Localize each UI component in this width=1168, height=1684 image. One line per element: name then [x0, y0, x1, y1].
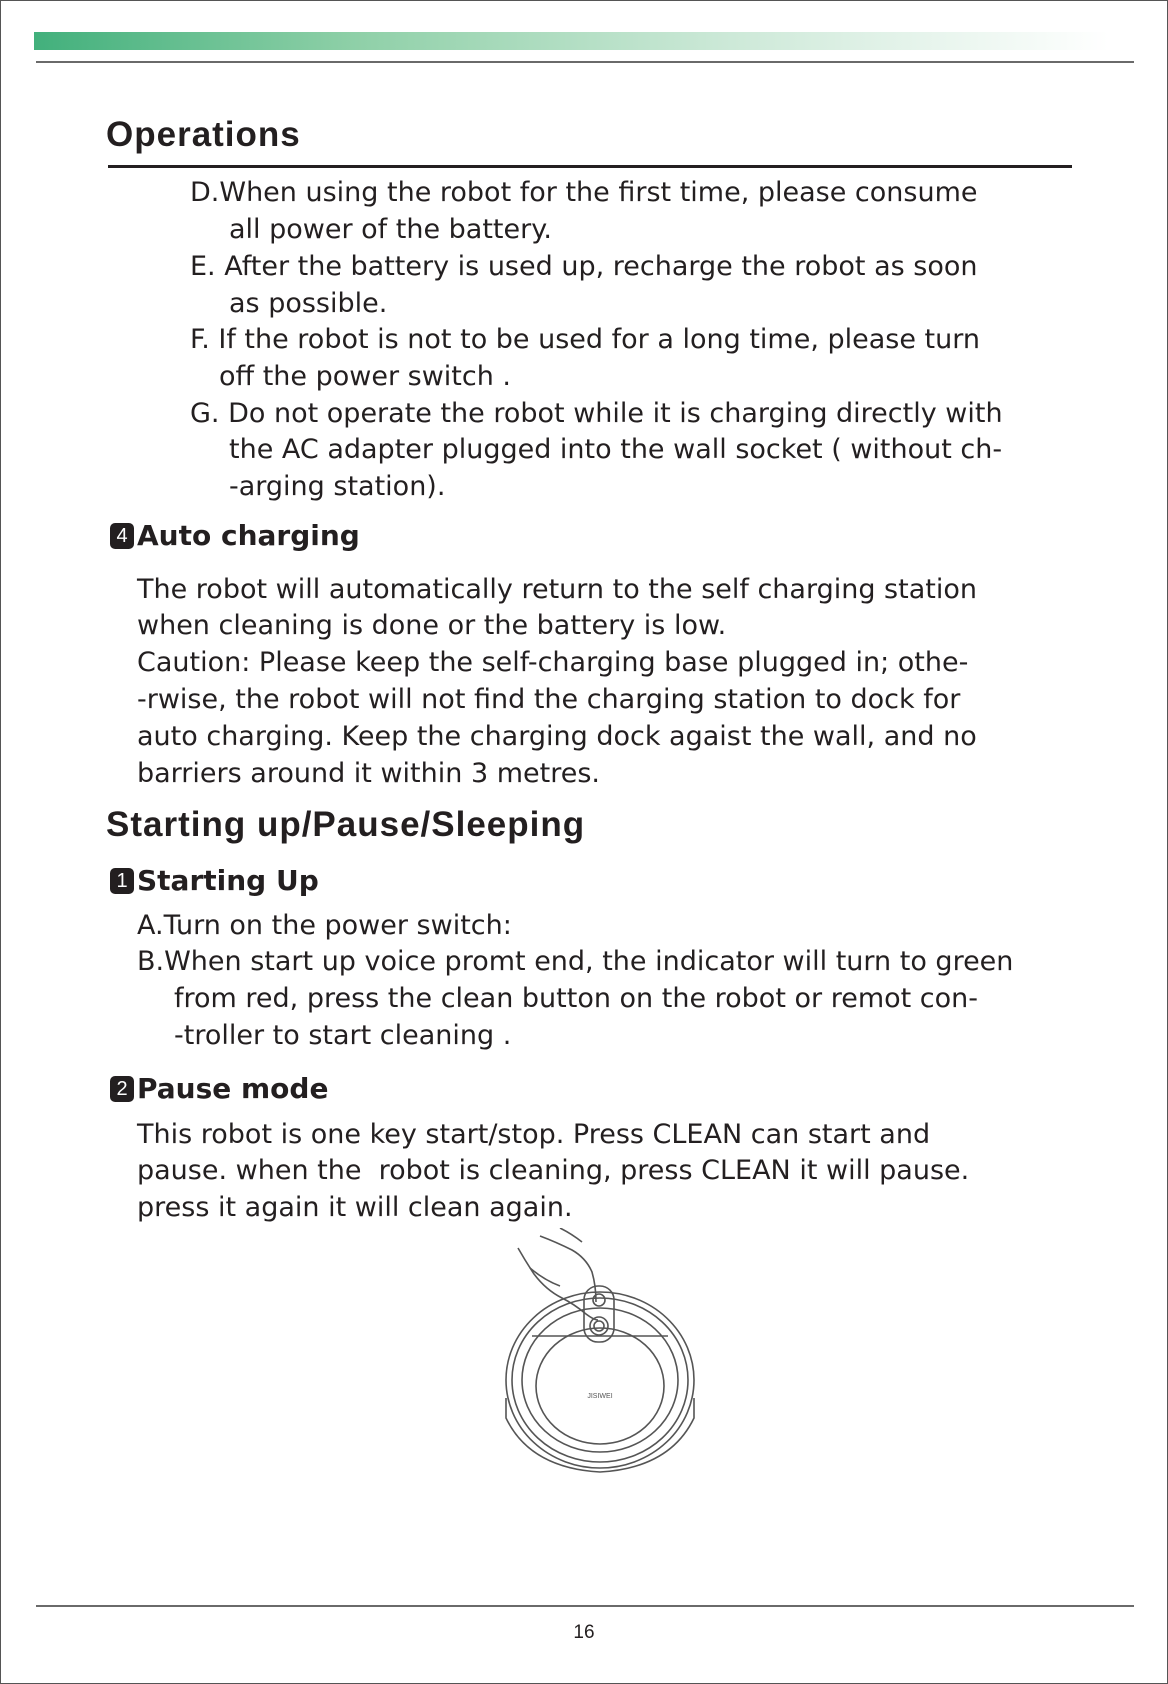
- number-badge: 2: [110, 1076, 134, 1102]
- operations-item-e: E. After the battery is used up, recharge the robot as soon: [190, 251, 978, 282]
- starting-up-line: B.When start up voice promt end, the indicator will turn to green: [137, 946, 1014, 977]
- auto-charging-title: Auto charging: [137, 519, 360, 552]
- auto-charging-line: Caution: Please keep the self-charging base plugged in; othe-: [137, 647, 969, 678]
- auto-charging-line: when cleaning is done or the battery is low.: [137, 610, 727, 641]
- page-number: 16: [573, 1622, 595, 1643]
- number-badge: 1: [110, 868, 134, 894]
- auto-charging-line: barriers around it within 3 metres.: [137, 758, 600, 789]
- pause-mode-heading: [110, 1072, 328, 1105]
- auto-charging-line: The robot will automatically return to the self charging station: [137, 574, 977, 605]
- starting-up-line: -troller to start cleaning .: [174, 1020, 512, 1051]
- starting-up-line: from red, press the clean button on the robot or remot con-: [174, 983, 979, 1014]
- header-rule: [36, 61, 1134, 63]
- operations-item-g: G. Do not operate the robot while it is charging directly with: [190, 398, 1003, 429]
- operations-item-d: D.When using the robot for the first time, please consume: [190, 177, 978, 208]
- operations-item-g-cont2: -arging station).: [229, 471, 446, 502]
- pause-mode-title: Pause mode: [137, 1072, 329, 1105]
- number-badge: 4: [110, 523, 134, 549]
- auto-charging-line: -rwise, the robot will not find the charging station to dock for: [137, 684, 961, 715]
- footer-rule: [36, 1605, 1134, 1607]
- operations-item-d-cont: all power of the battery.: [229, 214, 552, 245]
- pause-mode-line: This robot is one key start/stop. Press CLEAN can start and: [137, 1119, 931, 1150]
- auto-charging-line: auto charging. Keep the charging dock agaist the wall, and no: [137, 721, 977, 752]
- starting-up-heading: [110, 864, 319, 897]
- operations-heading: Operations: [106, 115, 301, 154]
- starting-up-title: Starting Up: [137, 864, 319, 897]
- pause-mode-line: pause. when the robot is cleaning, press CLEAN it will pause.: [137, 1155, 970, 1186]
- operations-item-f-cont: off the power switch .: [219, 361, 511, 392]
- pause-mode-line: press it again it will clean again.: [137, 1192, 573, 1223]
- robot-brand-label: JISIWEI: [587, 1393, 613, 1400]
- starting-section-heading: Starting up/Pause/Sleeping: [106, 805, 586, 844]
- starting-up-line: A.Turn on the power switch:: [137, 910, 512, 941]
- operations-item-e-cont: as possible.: [229, 288, 388, 319]
- operations-item-g-cont1: the AC adapter plugged into the wall socket ( without ch-: [229, 434, 1003, 465]
- operations-heading-underline: [108, 165, 1072, 168]
- auto-charging-heading: [110, 519, 360, 552]
- robot-vacuum-illustration: [500, 1228, 700, 1474]
- header-gradient-bar: [34, 32, 1109, 50]
- operations-item-f: F. If the robot is not to be used for a long time, please turn: [190, 324, 980, 355]
